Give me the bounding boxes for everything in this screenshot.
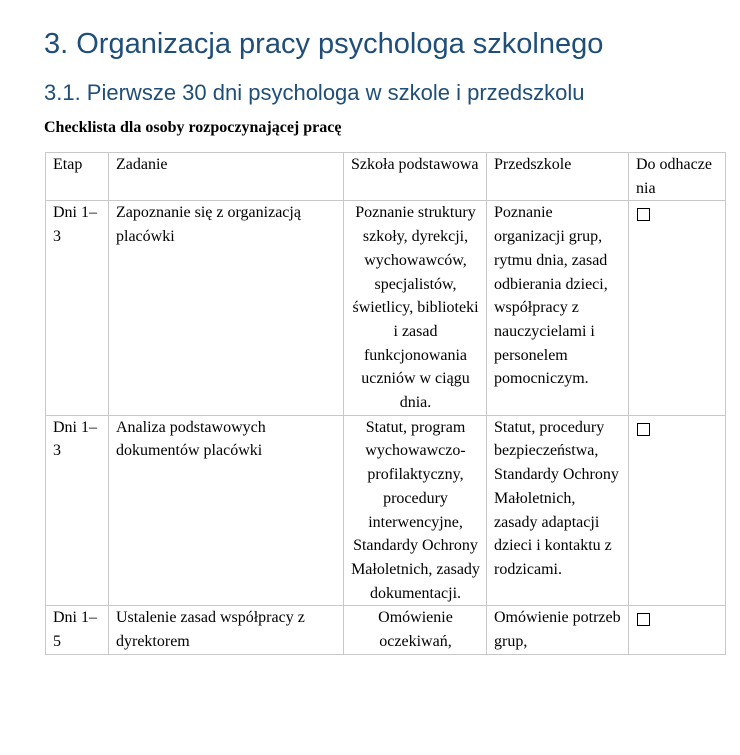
table-row	[46, 415, 726, 606]
cell-przedszkole: Statut, procedury bezpieczeństwa, Standardy Ochrony Małoletnich, zasady adaptacji dzieci i kontaktu z rodzicami.	[487, 415, 629, 606]
header-przedszkole: Przedszkole	[487, 153, 629, 201]
header-szkola-podstawowa: Szkoła podstawowa	[344, 153, 487, 201]
cell-etap: Dni 1–3	[46, 201, 109, 415]
empty-checkbox-icon[interactable]	[637, 208, 650, 221]
cell-zadanie: Analiza podstawowych dokumentów placówki	[109, 415, 344, 606]
cell-zadanie: Ustalenie zasad współpracy z dyrektorem	[109, 606, 344, 654]
empty-checkbox-icon[interactable]	[637, 613, 650, 626]
cell-checkbox	[629, 415, 726, 606]
empty-checkbox-icon[interactable]	[637, 423, 650, 436]
cell-przedszkole: Poznanie organizacji grup, rytmu dnia, zasad odbierania dzieci, współpracy z nauczycielami i personelem pomocniczym.	[487, 201, 629, 415]
cell-etap: Dni 1–3	[46, 415, 109, 606]
cell-etap: Dni 1–5	[46, 606, 109, 654]
cell-przedszkole: Omówienie potrzeb grup,	[487, 606, 629, 654]
chapter-heading: 3. Organizacja pracy psychologa szkolnego	[44, 28, 604, 60]
cell-szkola: Poznanie struktury szkoły, dyrekcji, wychowawców, specjalistów, świetlicy, biblioteki i zasad funkcjonowania uczniów w ciągu dnia.	[344, 201, 487, 415]
cell-checkbox	[629, 606, 726, 654]
header-do-odhaczenia: Do odhaczenia	[629, 153, 726, 201]
table-row	[46, 606, 726, 654]
header-zadanie: Zadanie	[109, 153, 344, 201]
cell-szkola: Omówienie oczekiwań,	[344, 606, 487, 654]
cell-szkola: Statut, program wychowawczo-profilaktyczny, procedury interwencyjne, Standardy Ochrony Małoletnich, zasady dokumentacji.	[344, 415, 487, 606]
table-header-row	[46, 153, 726, 201]
table-caption: Checklista dla osoby rozpoczynającej pracę	[44, 119, 342, 136]
section-heading: 3.1. Pierwsze 30 dni psychologa w szkole i przedszkolu	[44, 80, 585, 105]
cell-checkbox	[629, 201, 726, 415]
table-row	[46, 201, 726, 415]
checklist-table	[45, 152, 726, 655]
header-etap: Etap	[46, 153, 109, 201]
cell-zadanie: Zapoznanie się z organizacją placówki	[109, 201, 344, 415]
